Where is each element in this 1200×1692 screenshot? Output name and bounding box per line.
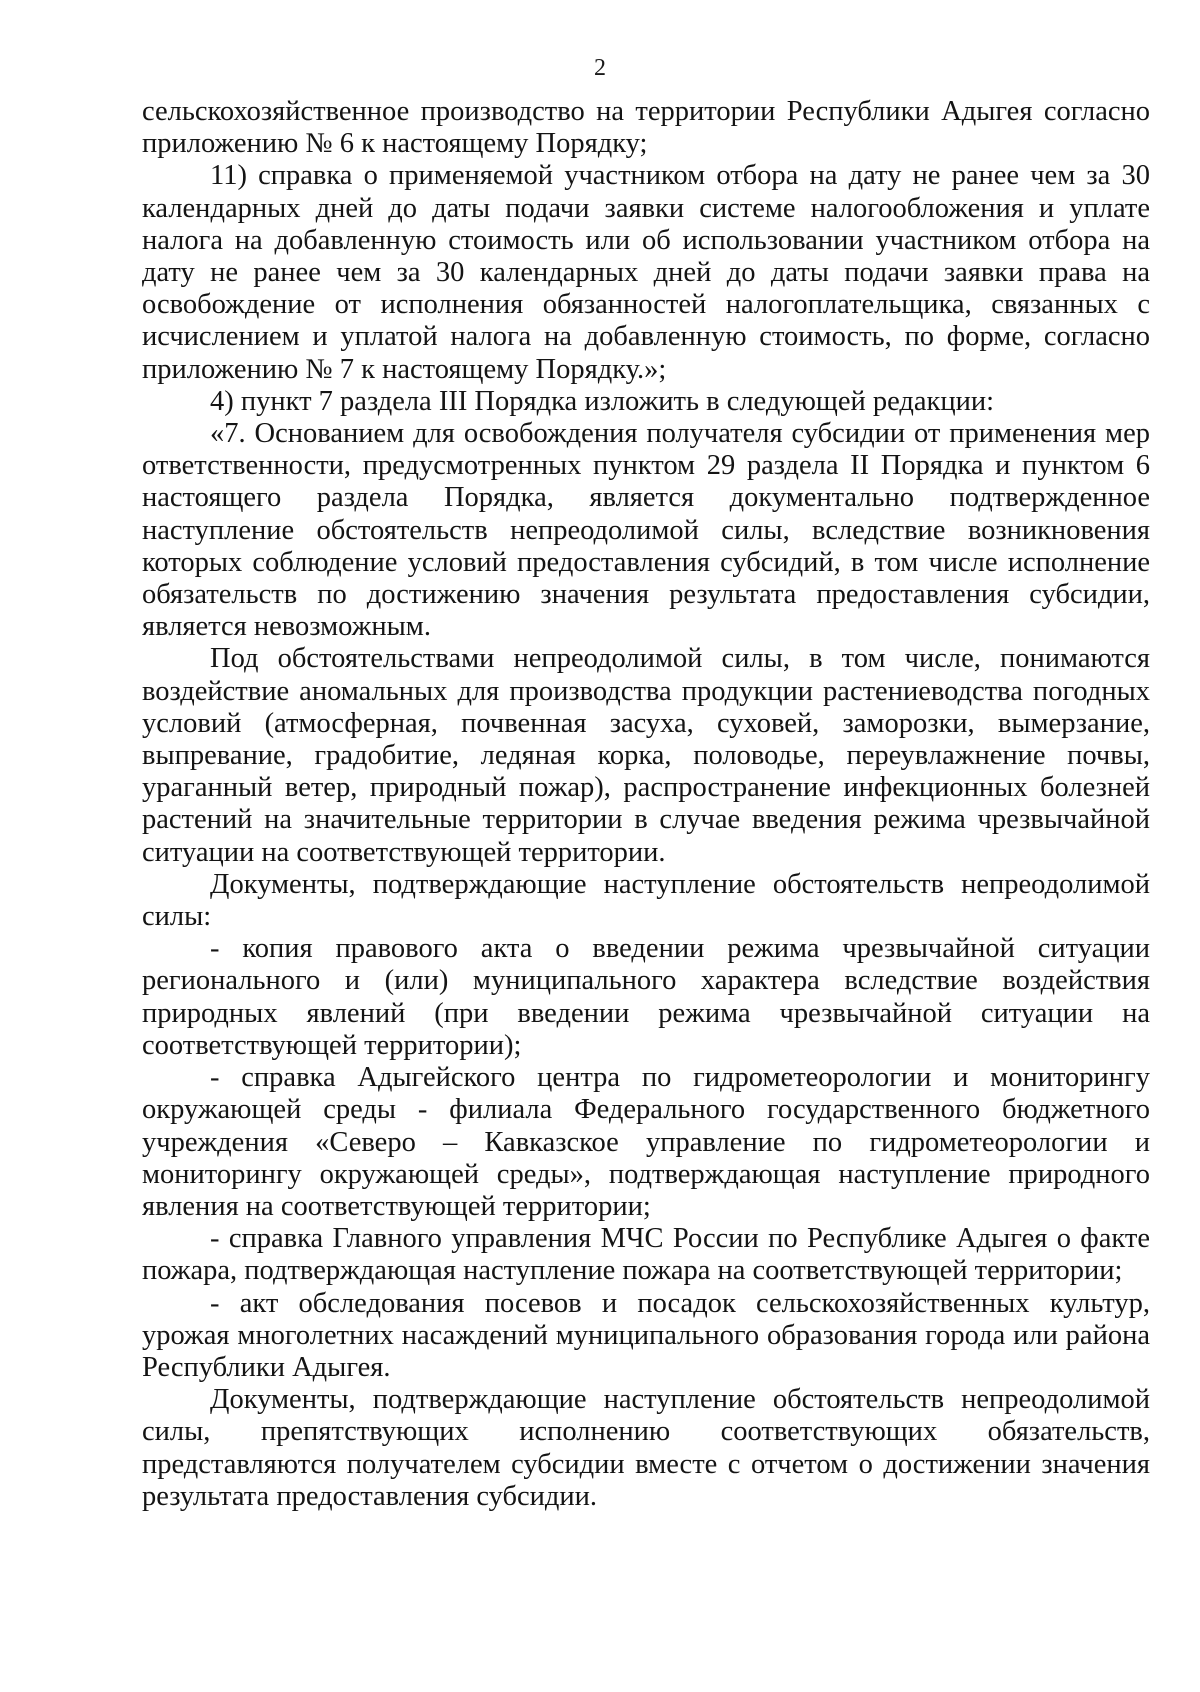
list-item-emergency-ministry-certificate: - справка Главного управления МЧС России по Республике Адыгея о факте пожара, подтверждающая наступление пожара на соответствующей территории; <box>142 1223 1150 1287</box>
paragraph-force-majeure-definition: Под обстоятельствами непреодолимой силы, в том числе, понимаются воздействие аномальных для производства продукции растениеводства погодных условий (атмосферная, почвенная засуха, суховей, заморозки, вымерзание, выпревание, градобитие, ледяная корка, половодье, переувлажнение почвы, ураганный ветер, природный пожар), распространение инфекционных болезней растений на значительные территории в случае введения режима чрезвычайной ситуации на соответствующей территории. <box>142 643 1150 868</box>
paragraph-documents-heading: Документы, подтверждающие наступление обстоятельств непреодолимой силы: <box>142 868 1150 933</box>
paragraph-amendment-4: 4) пункт 7 раздела III Порядка изложить в следующей редакции: <box>210 385 995 417</box>
paragraph-continuation: сельскохозяйственное производство на территории Республики Адыгея согласно приложению № 6 к настоящему Порядку; <box>142 96 1150 160</box>
list-item-hydromet-certificate: - справка Адыгейского центра по гидрометеорологии и мониторингу окружающей среды - филиала Федерального государственного бюджетного учреждения «Северо – Кавказское управление по гидрометеорологии и мониторингу окружающей среды», подтверждающая наступление природного явления на соответствующей территории; <box>142 1062 1150 1222</box>
page-number: 2 <box>594 55 606 81</box>
list-item-crop-survey-act: - акт обследования посевов и посадок сельскохозяйственных культур, урожая многолетних насаждений муниципального образования города или района Республики Адыгея. <box>142 1287 1150 1383</box>
document-body <box>142 96 1150 1513</box>
paragraph-clause-7: «7. Основанием для освобождения получателя субсидии от применения мер ответственности, предусмотренных пунктом 29 раздела II Порядка и пунктом 6 настоящего раздела Порядка, является документально подтвержденное наступление обстоятельств непреодолимой силы, вследствие возникновения которых соблюдение условий предоставления субсидий, в том числе исполнение обязательств по достижению значения результата предоставления субсидии, является невозможным. <box>142 418 1150 643</box>
paragraph-item-11: 11) справка о применяемой участником отбора на дату не ранее чем за 30 календарных дней до даты подачи заявки системе налогообложения и уплате налога на добавленную стоимость или об использовании участником отбора на дату не ранее чем за 30 календарных дней до даты подачи заявки права на освобождение от исполнения обязанностей налогоплательщика, связанных с исчислением и уплатой налога на добавленную стоимость, по форме, согласно приложению № 7 к настоящему Порядку.»; <box>142 160 1150 385</box>
paragraph-documents-submission: Документы, подтверждающие наступление обстоятельств непреодолимой силы, препятствующих исполнению соответствующих обязательств, представляются получателем субсидии вместе с отчетом о достижении значения результата предоставления субсидии. <box>142 1384 1150 1512</box>
list-item-emergency-act: - копия правового акта о введении режима чрезвычайной ситуации регионального и (или) муниципального характера вследствие воздействия природных явлений (при введении режима чрезвычайной ситуации на соответствующей территории); <box>142 933 1150 1061</box>
